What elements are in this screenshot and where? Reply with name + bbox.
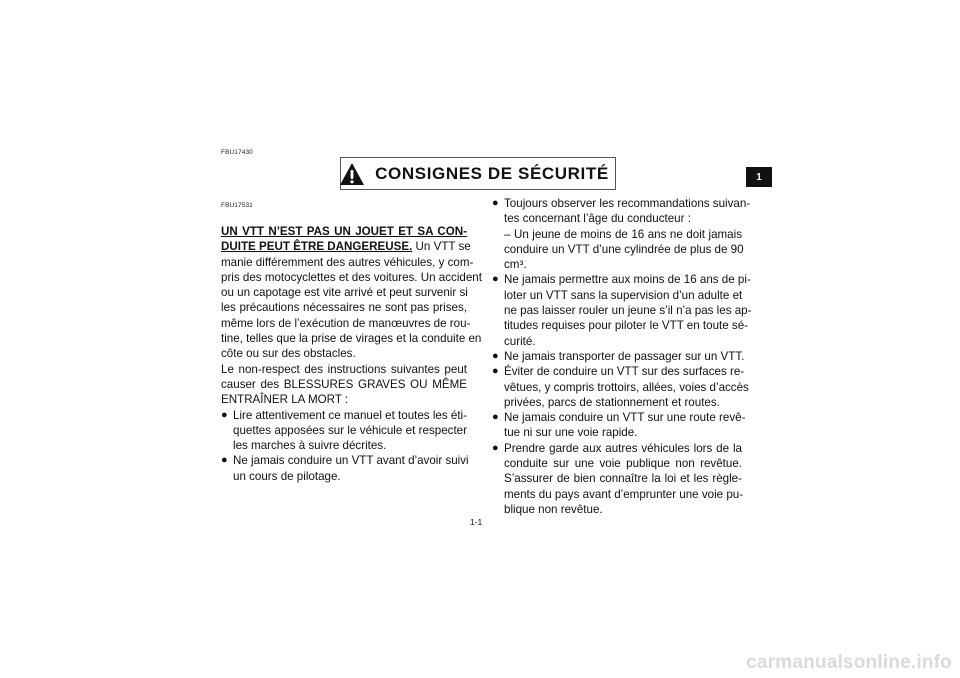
bullet-icon: ● bbox=[492, 349, 499, 362]
body-line: pris des motocyclettes et des voitures. Un accident bbox=[221, 270, 482, 284]
body-line: ENTRAÎNER LA MORT : bbox=[221, 393, 349, 407]
body-line: causer des BLESSURES GRAVES OU MÊME bbox=[221, 377, 467, 391]
page-number: 1-1 bbox=[470, 517, 483, 527]
body-line: même lors de l’exécution de manœuvres de rou- bbox=[221, 316, 471, 330]
warning-icon bbox=[339, 162, 365, 186]
chapter-tab: 1 bbox=[746, 167, 772, 187]
heading-line: UN VTT N’EST PAS UN JOUET ET SA CON- bbox=[221, 225, 467, 238]
bullet-icon: ● bbox=[492, 273, 499, 286]
page-title: CONSIGNES DE SÉCURITÉ bbox=[375, 163, 609, 183]
bullet-item: ● Ne jamais permettre aux moins de 16 ans de pi- loter un VTT sans la supervision d’un adulte et ne pas laisser rouler un jeune s’il n’a pas les ap- titudes requises pour piloter le VTT en toute sé- curité. bbox=[492, 273, 752, 348]
body-line: les précautions nécessaires ne sont pas prises, bbox=[221, 301, 467, 315]
document-code-left: FBU17531 bbox=[221, 202, 253, 209]
bullet-item: ● Éviter de conduire un VTT sur des surfaces re- vêtues, y compris trottoirs, allées, voies d’accès privées, parcs de stationnement et routes. bbox=[492, 365, 749, 409]
body-line: Le non-respect des instructions suivantes peut bbox=[221, 362, 467, 376]
heading-line: DUITE PEUT ÊTRE DANGEREUSE. Un VTT se bbox=[221, 240, 471, 254]
body-line: manie différemment des autres véhicules, y com- bbox=[221, 255, 474, 269]
left-column bbox=[221, 224, 482, 484]
bullet-item: ● Toujours observer les recommandations suivan- tes concernant l’âge du conducteur : – Un jeune de moins de 16 ans ne doit jamais conduire un VTT d’une cylindrée de plus de 90 cm³. bbox=[492, 197, 751, 272]
bullet-icon: ● bbox=[492, 365, 499, 378]
bullet-icon: ● bbox=[492, 441, 499, 454]
bullet-icon: ● bbox=[221, 454, 228, 467]
watermark: carmanualsonline.info bbox=[746, 652, 952, 673]
bullet-item: ● Prendre garde aux autres véhicules lors de la conduite sur une voie publique non revêtue. S’assurer de bien connaître la loi et les règle- ments du pays avant d’emprunter une voie pu- blique non revêtue. bbox=[492, 441, 744, 516]
right-column bbox=[492, 196, 752, 517]
body-line: côte ou sur des obstacles. bbox=[221, 347, 356, 361]
body-line: tine, telles que la prise de virages et la conduite en bbox=[221, 332, 482, 346]
document-code-top: FBU17430 bbox=[221, 149, 253, 156]
section-title-box bbox=[340, 157, 616, 190]
bullet-item: ● Ne jamais conduire un VTT avant d’avoir suivi un cours de pilotage. bbox=[221, 454, 469, 483]
bullet-icon: ● bbox=[492, 197, 499, 209]
bullet-item: ● Lire attentivement ce manuel et toutes les éti- quettes apposées sur le véhicule et respecter les marches à suivre décrites. bbox=[221, 408, 467, 453]
bullet-icon: ● bbox=[492, 411, 499, 424]
bullet-item: ● Ne jamais transporter de passager sur un VTT. bbox=[492, 349, 745, 363]
bullet-icon: ● bbox=[221, 408, 228, 421]
body-line: ou un capotage est vite arrivé et peut survenir si bbox=[221, 286, 468, 300]
bullet-item: ● Ne jamais conduire un VTT sur une route revê- tue ni sur une voie rapide. bbox=[492, 411, 746, 440]
